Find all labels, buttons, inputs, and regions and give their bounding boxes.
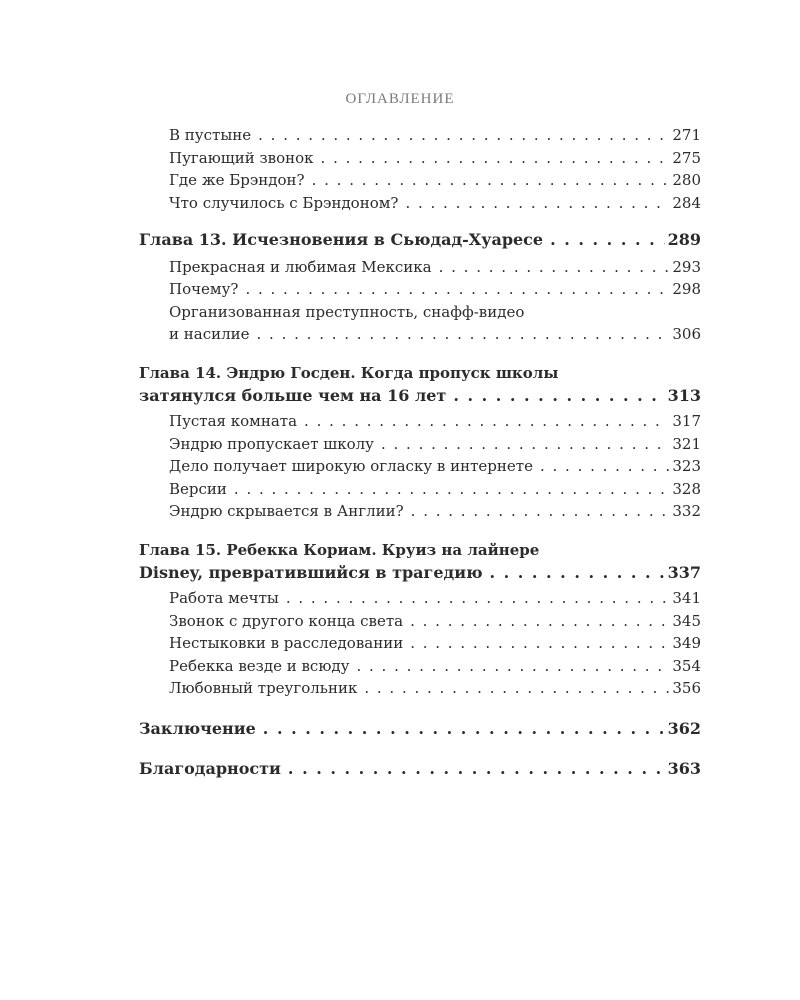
chapter-title-line: Глава 14. Эндрю Госден. Когда пропуск школы — [139, 363, 559, 382]
dot-leader — [356, 655, 669, 678]
dot-leader — [312, 169, 670, 192]
acknowledgements-entry — [139, 758, 701, 781]
page-header: ОГЛАВЛЕНИЕ — [345, 91, 455, 107]
entry-page: 317 — [672, 412, 701, 430]
acknowledgements-title: Благодарности — [139, 759, 281, 778]
toc-entry — [139, 455, 701, 478]
toc-entry — [139, 433, 701, 456]
entry-title: Пустая комната — [169, 412, 298, 430]
dot-leader — [550, 229, 664, 252]
spacer — [139, 346, 701, 361]
dot-leader — [410, 632, 669, 655]
toc-entry — [139, 278, 701, 301]
toc-entry — [139, 410, 701, 433]
toc-entry — [139, 632, 701, 655]
entry-title-line: Организованная преступность, снафф-видео — [169, 302, 525, 321]
entry-page: 306 — [672, 325, 701, 343]
dot-leader — [263, 718, 665, 741]
entry-page: 280 — [672, 171, 701, 189]
toc-entry — [139, 147, 701, 170]
chapter-page: 337 — [667, 562, 701, 582]
dot-leader — [321, 147, 670, 170]
entry-title: Дело получает широкую огласку в интернете — [169, 457, 533, 475]
chapter-title: затянулся больше чем на 16 лет — [139, 385, 447, 405]
entry-page: 321 — [672, 434, 701, 453]
conclusion-page: 362 — [667, 718, 701, 738]
entry-title: Эндрю скрывается в Англии? — [169, 502, 404, 520]
chapter-entry — [139, 562, 701, 585]
dot-leader — [381, 433, 669, 456]
entry-page: 345 — [672, 611, 701, 630]
entry-page: 356 — [672, 679, 701, 697]
entry-title: Нестыковки в расследовании — [169, 634, 404, 652]
dot-leader — [286, 587, 670, 610]
entry-page: 271 — [672, 126, 701, 144]
entry-title: В пустыне — [169, 126, 252, 144]
toc-entry — [139, 323, 701, 346]
entry-page: 284 — [672, 193, 701, 212]
entry-title: Ребекка везде и всюду — [169, 656, 350, 675]
dot-leader — [364, 677, 669, 700]
dot-leader — [245, 278, 669, 301]
entry-page: 349 — [672, 634, 701, 652]
entry-title: Что случилось с Брэндоном? — [169, 193, 399, 212]
dot-leader — [540, 455, 669, 478]
entry-title: Звонок с другого конца света — [169, 611, 404, 630]
chapter-entry — [139, 229, 701, 252]
entry-page: 293 — [672, 257, 701, 276]
dot-leader — [288, 758, 665, 781]
spacer — [139, 740, 701, 758]
spacer — [139, 700, 701, 718]
entry-page: 354 — [672, 656, 701, 675]
entry-page: 341 — [672, 589, 701, 607]
entry-title: Где же Брэндон? — [169, 171, 305, 189]
acknowledgements-page: 363 — [667, 759, 701, 778]
entry-page: 332 — [672, 502, 701, 520]
dot-leader — [411, 500, 670, 523]
dot-leader — [258, 124, 669, 147]
dot-leader — [234, 478, 669, 501]
toc-entry — [139, 587, 701, 610]
toc-entry — [139, 124, 701, 147]
table-of-contents — [139, 124, 701, 781]
toc-entry — [139, 192, 701, 215]
toc-entry — [139, 677, 701, 700]
chapter-title: Disney, превратившийся в трагедию — [139, 562, 483, 582]
entry-page: 323 — [672, 457, 701, 475]
toc-entry — [139, 478, 701, 501]
chapter-page: 313 — [667, 385, 701, 405]
spacer — [139, 523, 701, 538]
toc-entry — [139, 610, 701, 633]
conclusion-title: Заключение — [139, 718, 256, 738]
entry-page: 275 — [672, 148, 701, 167]
conclusion-entry — [139, 718, 701, 741]
entry-page: 328 — [672, 479, 701, 498]
dot-leader — [489, 562, 664, 585]
toc-entry — [139, 500, 701, 523]
dot-leader — [410, 610, 669, 633]
entry-title: и насилие — [169, 325, 250, 343]
chapter-page: 289 — [667, 230, 701, 249]
entry-title: Версии — [169, 479, 227, 498]
entry-title: Прекрасная и любимая Мексика — [169, 257, 432, 276]
spacer — [139, 214, 701, 229]
entry-page: 298 — [672, 280, 701, 298]
chapter-title: Глава 13. Исчезновения в Сьюдад-Хуаресе — [139, 230, 544, 249]
chapter-title-line: Глава 15. Ребекка Кориам. Круиз на лайнере — [139, 540, 540, 559]
toc-entry — [139, 169, 701, 192]
dot-leader — [405, 192, 669, 215]
entry-title: Эндрю пропускает школу — [169, 434, 374, 453]
entry-title: Пугающий звонок — [169, 148, 314, 167]
dot-leader — [304, 410, 669, 433]
dot-leader — [439, 256, 670, 279]
entry-title: Любовный треугольник — [169, 679, 358, 697]
toc-entry — [139, 256, 701, 279]
chapter-entry — [139, 385, 701, 408]
entry-title: Работа мечты — [169, 589, 279, 607]
dot-leader — [257, 323, 670, 346]
dot-leader — [453, 385, 664, 408]
entry-title: Почему? — [169, 280, 239, 298]
toc-entry — [139, 655, 701, 678]
